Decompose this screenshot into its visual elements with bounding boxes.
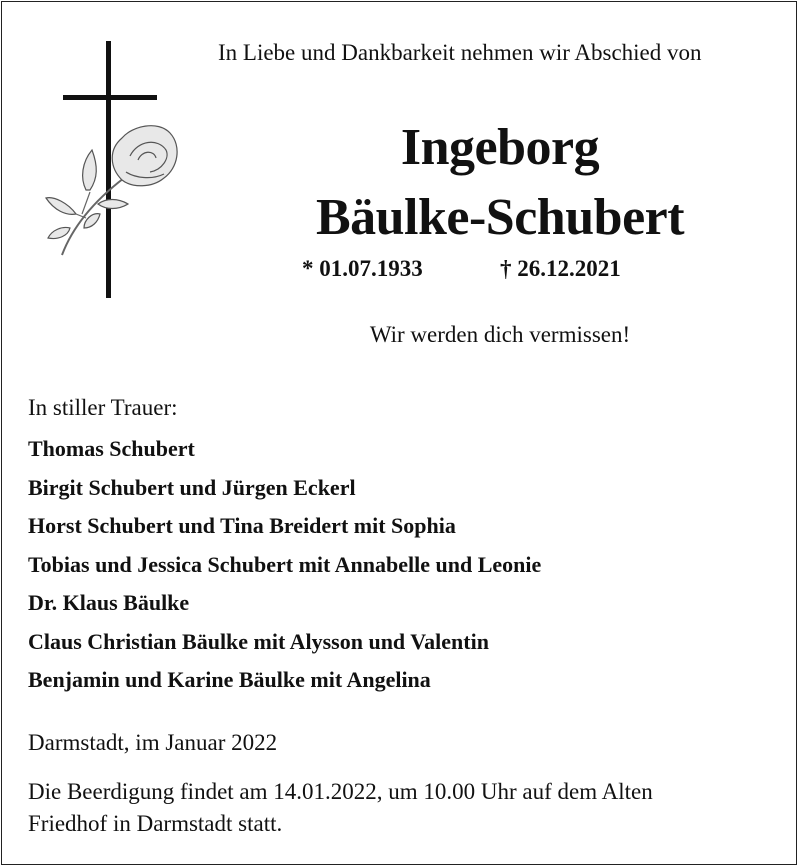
- deceased-last-name: Bäulke-Schubert: [315, 189, 685, 246]
- mourners-list: [28, 430, 541, 700]
- cross-with-rose-icon: [40, 38, 200, 303]
- mourners-heading: In stiller Trauer:: [28, 395, 178, 420]
- death-date: † 26.12.2021: [500, 256, 621, 281]
- farewell-quote: Wir werden dich vermissen!: [369, 322, 631, 347]
- mourner-name: Birgit Schubert und Jürgen Eckerl: [28, 474, 356, 500]
- mourner-name: Thomas Schubert: [28, 436, 195, 461]
- mourner-name: Claus Christian Bäulke mit Alysson und Valentin: [28, 628, 489, 654]
- mourner-name: Dr. Klaus Bäulke: [28, 590, 190, 615]
- funeral-notice: Die Beerdigung findet am 14.01.2022, um 10.00 Uhr auf dem Alten Friedhof in Darmstadt statt.: [28, 779, 653, 836]
- mourner-name: Benjamin und Karine Bäulke mit Angelina: [28, 667, 431, 692]
- mourner-name: Tobias und Jessica Schubert mit Annabelle und Leonie: [28, 551, 542, 577]
- rose-icon: [46, 126, 177, 255]
- deceased-first-name: Ingeborg: [400, 119, 600, 176]
- birth-date: * 01.07.1933: [302, 256, 423, 281]
- mourner-name: Horst Schubert und Tina Breidert mit Sophia: [28, 513, 456, 538]
- intro-text: In Liebe und Dankbarkeit nehmen wir Abschied von: [218, 40, 702, 65]
- place-and-date: Darmstadt, im Januar 2022: [28, 730, 278, 755]
